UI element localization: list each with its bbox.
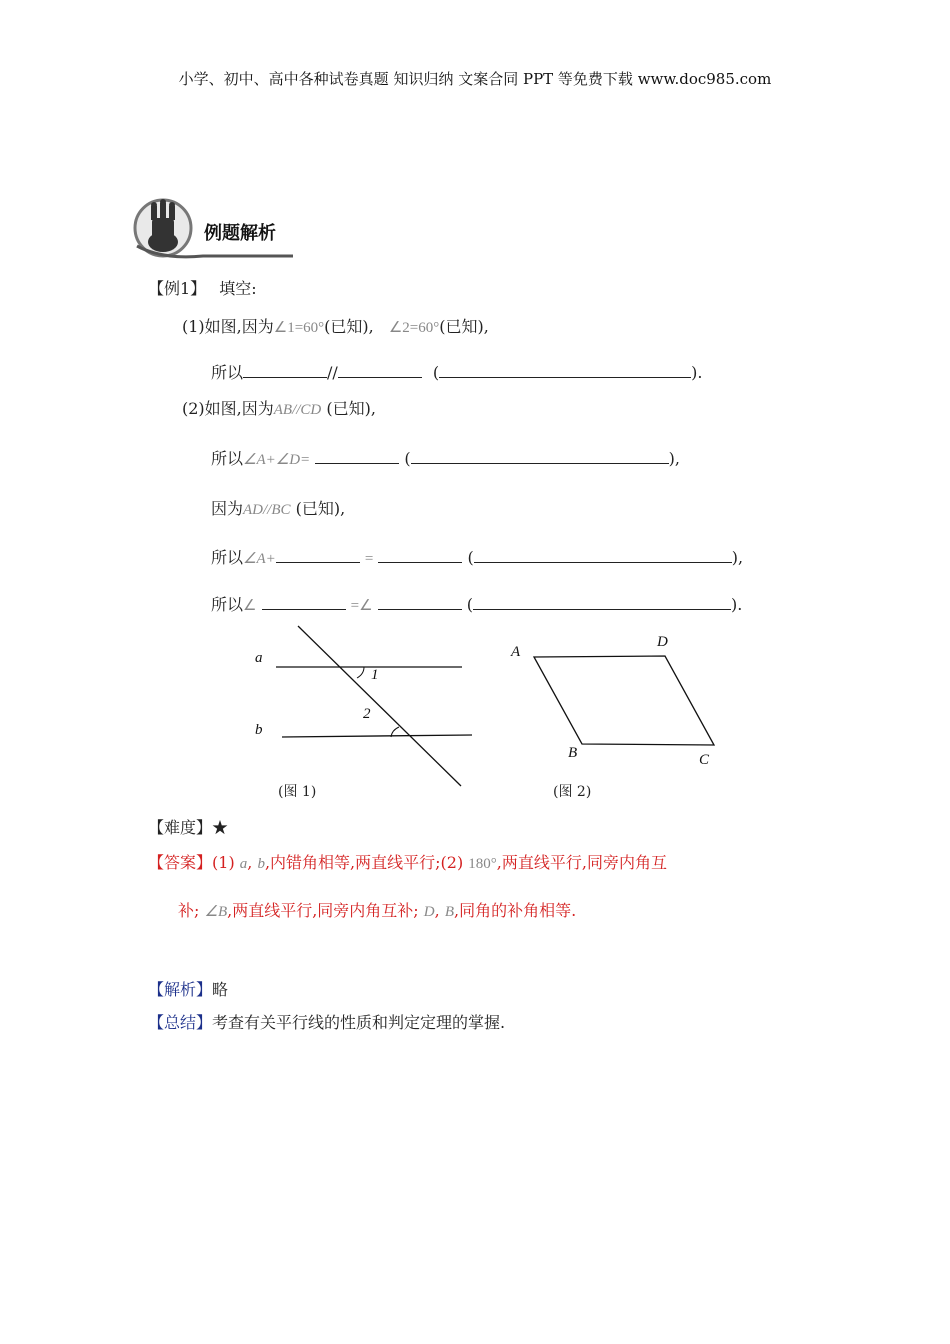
so-text: 所以: [211, 363, 244, 382]
answer-label: 【答案】: [148, 853, 213, 872]
so-text-2: 所以: [211, 449, 244, 468]
ab-parallel-cd: AB//CD: [273, 402, 322, 418]
answer-text3: ,两直线平行,同旁内角互: [496, 853, 667, 872]
parallelogram: [534, 656, 714, 745]
open-paren-4: (: [466, 595, 474, 614]
summary-text: 考查有关平行线的性质和判定定理的掌握.: [212, 1013, 506, 1032]
blank-line-4: [276, 548, 360, 563]
angle1-value: ∠1=60°: [273, 320, 325, 336]
blank-line-6: [262, 595, 346, 610]
blank-reason-2: [411, 449, 669, 464]
example-heading: [148, 276, 257, 299]
so-text-4: 所以: [211, 595, 244, 614]
angle-a-plus: ∠A+: [243, 551, 276, 567]
vertex-a: A: [511, 644, 521, 660]
blank-reason-3: [474, 548, 732, 563]
equals-sign: =: [364, 551, 374, 567]
close-paren-2: ),: [668, 449, 680, 468]
blank-reason-1: [439, 363, 691, 378]
page-header: 小学、初中、高中各种试卷真题 知识归纳 文案合同 PPT 等免费下载 www.doc985.com: [178, 70, 772, 88]
answer-text6: ,同角的补角相等.: [454, 901, 577, 920]
answer-text5: ,两直线平行,同旁内角互补;: [227, 901, 419, 920]
figure-2-caption: (图 2): [553, 784, 592, 800]
part1-conclusion: [211, 360, 702, 383]
analysis-row: [148, 977, 228, 1000]
close-paren: ).: [691, 363, 703, 382]
difficulty-label: 【难度】: [148, 818, 213, 837]
vertex-d: D: [657, 634, 668, 650]
answer-line-2: [178, 898, 576, 921]
answer-text2: ,内错角相等,两直线平行;(2): [264, 853, 464, 872]
star-icon: ★: [212, 818, 229, 837]
answer-angle-b: ∠B: [204, 904, 228, 920]
answer-b2: B: [444, 904, 454, 920]
ad-parallel-bc: AD//BC: [243, 502, 291, 518]
part2-step3: [211, 592, 742, 615]
answer-b: b: [257, 856, 265, 872]
because-text: 因为: [211, 499, 244, 518]
angle1-arc: [357, 667, 364, 678]
analysis-text: 略: [212, 980, 229, 999]
answer-text4: 补;: [178, 901, 200, 920]
answer-deg: 180°: [468, 856, 497, 872]
example-tag: 【例1】: [148, 279, 207, 298]
section-title: 例题解析: [204, 223, 276, 244]
known-note-2: (已知),: [439, 317, 489, 336]
figure-2: [520, 640, 730, 760]
known-note-4: (已知),: [295, 499, 346, 518]
part1-prefix: (1)如图,因为: [182, 317, 274, 336]
blank-line-7: [378, 595, 462, 610]
answer-sep2: ,: [434, 901, 440, 920]
figure-1-caption: (图 1): [278, 784, 317, 800]
blank-line-2: [338, 363, 422, 378]
open-paren: (: [432, 363, 440, 382]
answer-part1: (1): [212, 853, 235, 872]
angle-label-2: 2: [363, 706, 371, 722]
summary-row: [148, 1010, 505, 1033]
vertex-b: B: [568, 745, 578, 761]
figure-1: [240, 620, 490, 790]
summary-label: 【总结】: [148, 1013, 213, 1032]
example-prompt: 填空:: [219, 279, 257, 298]
part2-step1: [211, 446, 680, 469]
part2-prefix: (2)如图,因为: [182, 399, 274, 418]
label-a: a: [255, 650, 263, 666]
part1-condition: [182, 314, 489, 337]
answer-line-1: [148, 850, 667, 873]
vertex-c: C: [699, 752, 710, 768]
close-paren-4: ).: [731, 595, 743, 614]
blank-line-1: [243, 363, 327, 378]
open-paren-2: (: [404, 449, 411, 468]
blank-line-5: [378, 548, 462, 563]
so-text-3: 所以: [211, 548, 244, 567]
label-b: b: [255, 722, 263, 738]
difficulty-row: [148, 815, 228, 838]
close-paren-3: ),: [731, 548, 744, 567]
angle2-value: ∠2=60°: [388, 320, 440, 336]
angle-symbol: ∠: [243, 598, 257, 614]
known-note-1: (已知),: [324, 317, 374, 336]
answer-d: D: [423, 904, 435, 920]
part2-step2: [211, 545, 743, 568]
parallel-symbol: //: [327, 363, 338, 382]
angle-sum-expression: ∠A+∠D=: [243, 452, 311, 468]
transversal: [298, 626, 461, 786]
blank-line-3: [315, 449, 399, 464]
analysis-label: 【解析】: [148, 980, 213, 999]
open-paren-3: (: [467, 548, 474, 567]
angle-label-1: 1: [371, 667, 379, 683]
part2-condition2: [211, 496, 345, 519]
equals-angle: =∠: [350, 598, 373, 614]
part2-condition: [182, 396, 376, 419]
known-note-3: (已知),: [326, 399, 376, 418]
line-b: [282, 735, 472, 737]
answer-sep1: ,: [247, 853, 253, 872]
answer-a: a: [239, 856, 248, 872]
blank-reason-4: [473, 595, 731, 610]
